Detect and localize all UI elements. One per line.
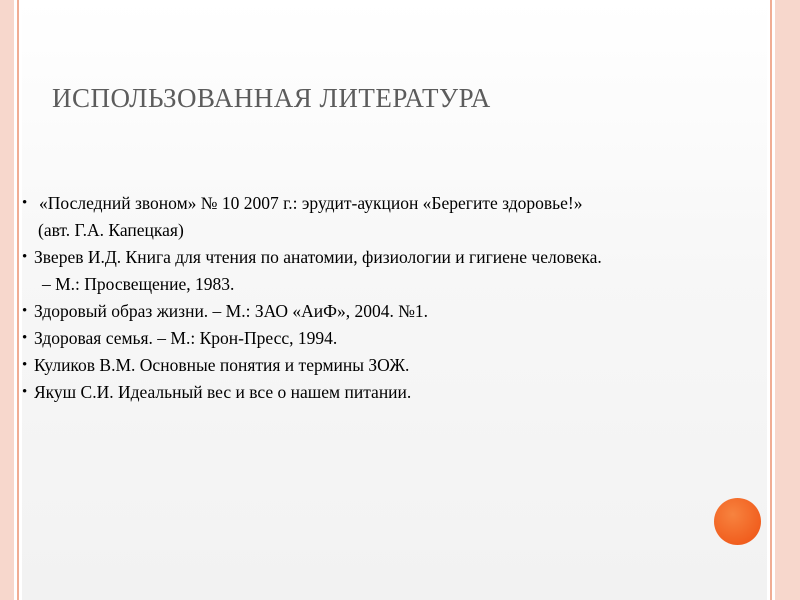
left-border-decoration xyxy=(0,0,14,600)
reference-item-1 xyxy=(22,190,767,244)
reference-text: Куликов В.М. Основные понятия и термины ЗОЖ. xyxy=(34,355,410,375)
accent-circle-icon xyxy=(714,498,761,545)
bullet-icon: • xyxy=(22,249,28,265)
right-border-rule xyxy=(770,0,772,600)
reference-text: «Последний звоном» № 10 2007 г.: эрудит-аукцион «Берегите здоровье!» xyxy=(39,193,583,213)
bullet-icon: • xyxy=(22,195,28,211)
reference-item-5 xyxy=(22,352,767,379)
bullet-icon: • xyxy=(22,303,28,319)
reference-text: Здоровая семья. – М.: Крон-Пресс, 1994. xyxy=(34,328,338,348)
bullet-icon: • xyxy=(22,330,28,346)
reference-text-continuation: (авт. Г.А. Капецкая) xyxy=(38,220,184,240)
reference-text-continuation: – М.: Просвещение, 1983. xyxy=(42,274,235,294)
reference-item-3 xyxy=(22,298,767,325)
right-border-decoration xyxy=(775,0,800,600)
left-border-rule xyxy=(17,0,19,600)
reference-item-4 xyxy=(22,325,767,352)
reference-item-6 xyxy=(22,379,767,406)
reference-item-2 xyxy=(22,244,767,298)
bullet-icon: • xyxy=(22,357,28,373)
reference-text: Зверев И.Д. Книга для чтения по анатомии, физиологии и гигиене человека. xyxy=(34,247,602,267)
reference-list xyxy=(22,190,767,406)
reference-text: Здоровый образ жизни. – М.: ЗАО «АиФ», 2004. №1. xyxy=(34,301,429,321)
reference-text: Якуш С.И. Идеальный вес и все о нашем питании. xyxy=(34,382,412,402)
bullet-icon: • xyxy=(22,384,28,400)
slide-title: ИСПОЛЬЗОВАННАЯ ЛИТЕРАТУРА xyxy=(52,83,491,113)
